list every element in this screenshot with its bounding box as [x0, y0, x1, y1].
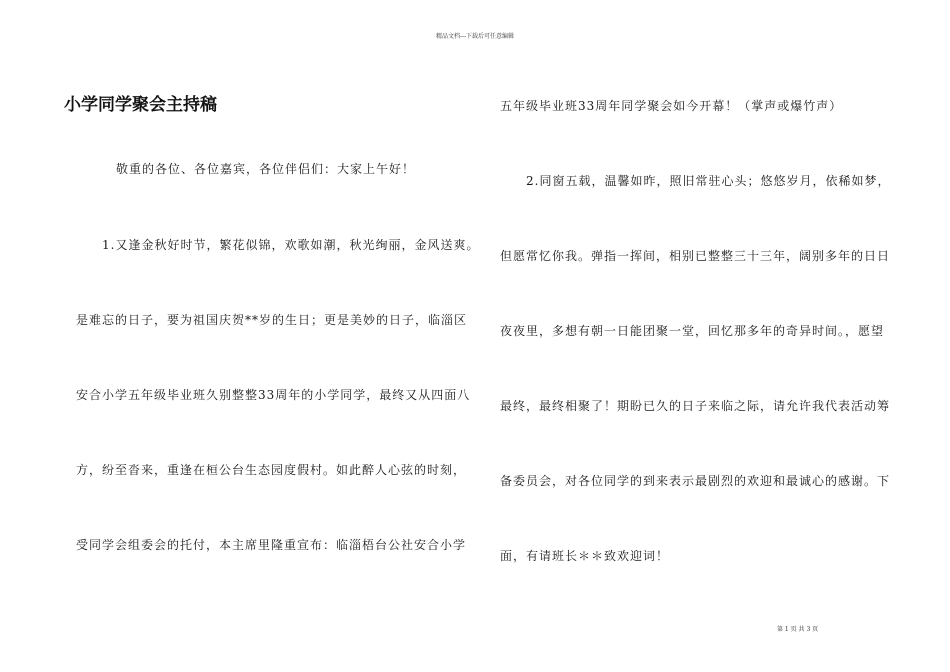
paragraph-line: 备委员会，对各位同学的到来表示最剧烈的欢迎和最诚心的感谢。下: [500, 474, 891, 488]
paragraph-line: 敬重的各位、各位嘉宾，各位伴侣们：大家上午好！: [116, 162, 416, 176]
page-number: 第 1 页 共 3 页: [777, 626, 819, 633]
page-header-note: 精品文档---下载后可任意编辑: [435, 33, 515, 40]
document-title: 小学同学聚会主持稿: [64, 95, 217, 115]
paragraph-line: 夜夜里，多想有朝一日能团聚一堂，回忆那多年的奇异时间。，愿望: [500, 324, 885, 338]
paragraph-line: 是难忘的日子，要为祖国庆贺**岁的生日；更是美妙的日子，临淄区: [76, 313, 468, 327]
paragraph-line: 方，纷至沓来，重逢在桓公台生态园度假村。如此醉人心弦的时刻，: [76, 463, 467, 477]
paragraph-line: 但愿常忆你我。弹指一挥间，相别已整整三十三年，阔别多年的日日: [500, 249, 891, 263]
paragraph-line: 最终，最终相聚了！期盼已久的日子来临之际，请允许我代表活动筹: [500, 399, 891, 413]
paragraph-line: 2.同窗五载，温馨如昨，照旧常驻心头；悠悠岁月，依稀如梦，: [526, 174, 891, 188]
paragraph-line: 受同学会组委会的托付，本主席里隆重宣布：临淄梧台公社安合小学: [76, 538, 467, 552]
paragraph-line: 安合小学五年级毕业班久别整整33周年的小学同学，最终又从四面八: [76, 388, 471, 402]
paragraph-line: 五年级毕业班33周年同学聚会如今开幕！（掌声或爆竹声）: [500, 99, 843, 113]
paragraph-line: 1.又逢金秋好时节，繁花似锦，欢歌如潮，秋光绚丽，金风送爽。: [102, 238, 480, 252]
paragraph-line: 面，有请班长＊＊致欢迎词！: [500, 549, 670, 563]
